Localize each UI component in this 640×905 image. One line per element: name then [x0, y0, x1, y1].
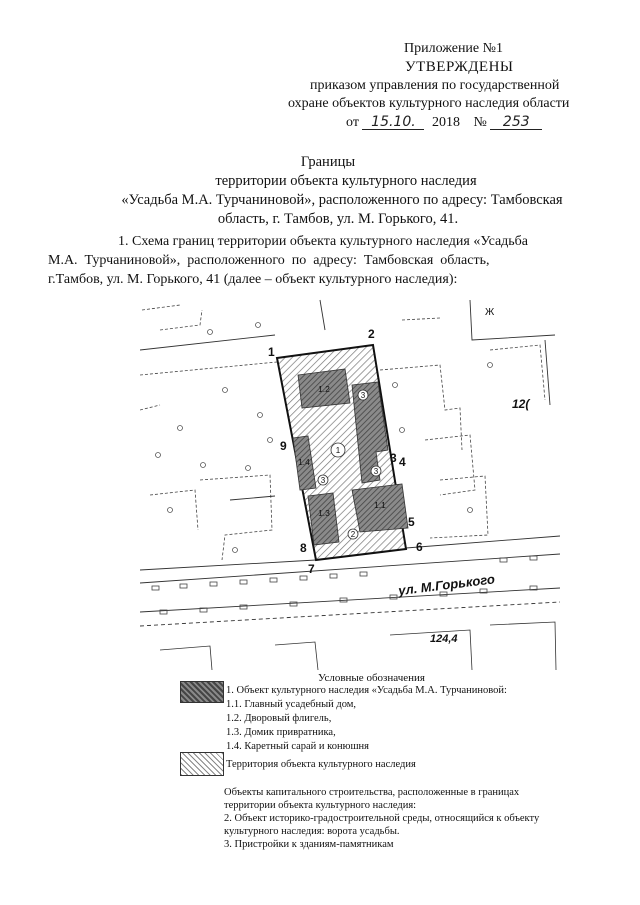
number-label: №	[473, 115, 487, 130]
legend-item-1: 1. Объект культурного наследия «Усадьба М.А. Турчаниновой:	[226, 685, 507, 696]
capital-line-3: 2. Объект историко-градостроительной среды, относящийся к объекту	[224, 813, 540, 824]
approved-label: УТВЕРЖДЕНЫ	[405, 59, 514, 75]
point-label: 9	[280, 439, 287, 453]
bottom-houses	[160, 622, 556, 670]
point-label: 1	[268, 345, 275, 359]
section1-line-1: 1. Схема границ территории объекта культурного наследия «Усадьба	[118, 234, 529, 249]
section1-line-3: г.Тамбов, ул. М. Горького, 41 (далее – объект культурного наследия):	[48, 272, 458, 287]
structure-label: 3	[360, 391, 366, 400]
legend-heritage-swatch	[180, 681, 224, 703]
elevation-label: 124,4	[430, 633, 458, 645]
order-date-line	[346, 113, 542, 132]
point-label: 5	[408, 515, 415, 529]
street-name-label: ул. М.Горького	[397, 571, 496, 599]
doc-title-3: «Усадьба М.А. Турчаниновой», расположенного по адресу: Тамбовская	[121, 192, 563, 208]
capital-line-5: 3. Пристройки к зданиям-памятникам	[224, 839, 394, 850]
doc-title-2: территории объекта культурного наследия	[215, 173, 477, 189]
elevation-label-partial: 12(	[512, 397, 530, 411]
legend-sub-1-4: 1.4. Каретный сарай и конюшня	[226, 741, 369, 752]
residential-mark: Ж	[485, 307, 495, 318]
doc-title-1: Границы	[300, 154, 356, 170]
structure-label: 3	[320, 476, 326, 485]
building-label: 1.1	[374, 500, 386, 510]
structure-label: 3	[373, 467, 379, 476]
point-label: 7	[308, 562, 315, 576]
site-plan-map	[140, 290, 560, 670]
building-label: 1.3	[318, 508, 330, 518]
doc-title-4: область, г. Тамбов, ул. М. Горького, 41.	[217, 211, 459, 227]
legend-sub-1-2: 1.2. Дворовый флигель,	[226, 713, 332, 724]
building-label: 1.2	[318, 384, 330, 394]
section1-line-2: М.А. Турчаниновой», расположенного по адресу: Тамбовская область,	[48, 253, 490, 268]
point-label: 2	[368, 327, 375, 341]
capital-line-1: Объекты капитального строительства, расположенные в границах	[224, 787, 520, 798]
order-line-1: приказом управления по государственной	[310, 78, 560, 93]
legend-item-2: Территория объекта культурного наследия	[226, 759, 416, 770]
number-handwritten: 253	[502, 114, 530, 130]
building-1-3	[308, 493, 339, 545]
from-label: от	[346, 115, 359, 130]
building-label: 1.4	[298, 457, 310, 467]
order-line-2: охране объектов культурного наследия области	[288, 96, 570, 111]
date-field	[362, 113, 424, 130]
year-label: 2018	[431, 115, 460, 130]
structure-label: 1	[335, 446, 341, 455]
legend-sub-1-3: 1.3. Домик привратника,	[226, 727, 336, 738]
point-label: 8	[300, 541, 307, 555]
appendix-label: Приложение №1	[404, 41, 503, 56]
capital-line-4: культурного наследия: ворота усадьбы.	[224, 826, 400, 837]
legend-sub-1-1: 1.1. Главный усадебный дом,	[226, 699, 357, 710]
date-handwritten: 15.10.	[371, 114, 416, 130]
point-label: 4	[399, 455, 406, 469]
structure-label: 2	[350, 530, 356, 539]
legend-territory-swatch	[180, 752, 224, 776]
point-label: 3	[390, 451, 397, 465]
capital-line-2: территории объекта культурного наследия:	[224, 800, 417, 811]
point-label: 6	[416, 540, 423, 554]
number-field	[490, 113, 542, 130]
legend-heading: Условные обозначения	[318, 672, 425, 684]
